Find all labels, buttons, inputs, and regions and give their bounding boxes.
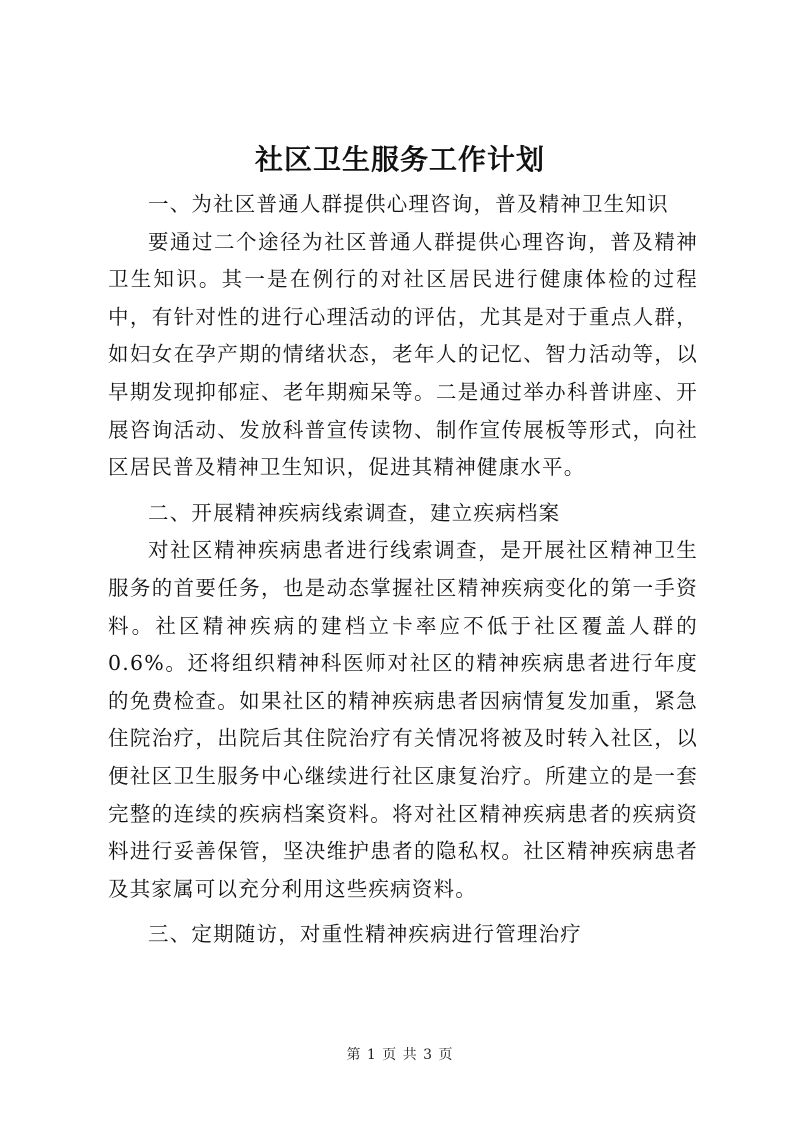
section-heading-2: 二、开展精神疾病线索调查，建立疾病档案 [148,500,561,525]
page-number-footer: 第 1 页 共 3 页 [346,1047,454,1063]
document-title: 社区卫生服务工作计划 [254,143,545,176]
section-paragraph-1: 要通过二个途径为社区普通人群提供心理咨询，普及精神卫生知识。其一是在例行的对社区居民进行健康体检的过程中，有针对性的进行心理活动的评估，尤其是对于重点人群，如妇女在孕产期的情绪状态，老年人的记忆、智力活动等，以早期发现抑郁症、老年期痴呆等。二是通过举办科普讲座、开展咨询活动、发放科普宣传读物、制作宣传展板等形式，向社区居民普及精神卫生知识，促进其精神健康水平。 [108,229,698,480]
section-heading-3: 三、定期随访，对重性精神疾病进行管理治疗 [148,922,582,947]
section-heading-1: 一、为社区普通人群提供心理咨询，普及精神卫生知识 [148,192,669,216]
section-paragraph-2: 对社区精神疾病患者进行线索调查，是开展社区精神卫生服务的首要任务，也是动态掌握社区精神疾病变化的第一手资料。社区精神疾病的建档立卡率应不低于社区覆盖人群的0.6%。还将组织精神科医师对社区的精神疾病患者进行年度的免费检查。如果社区的精神疾病患者因病情复发加重，紧急住院治疗，出院后其住院治疗有关情况将被及时转入社区，以便社区卫生服务中心继续进行社区康复治疗。所建立的是一套完整的连续的疾病档案资料。将对社区精神疾病患者的疾病资料进行妥善保管，坚决维护患者的隐私权。社区精神疾病患者及其家属可以充分利用这些疾病资料。 [108,538,698,901]
document-body [108,186,698,954]
